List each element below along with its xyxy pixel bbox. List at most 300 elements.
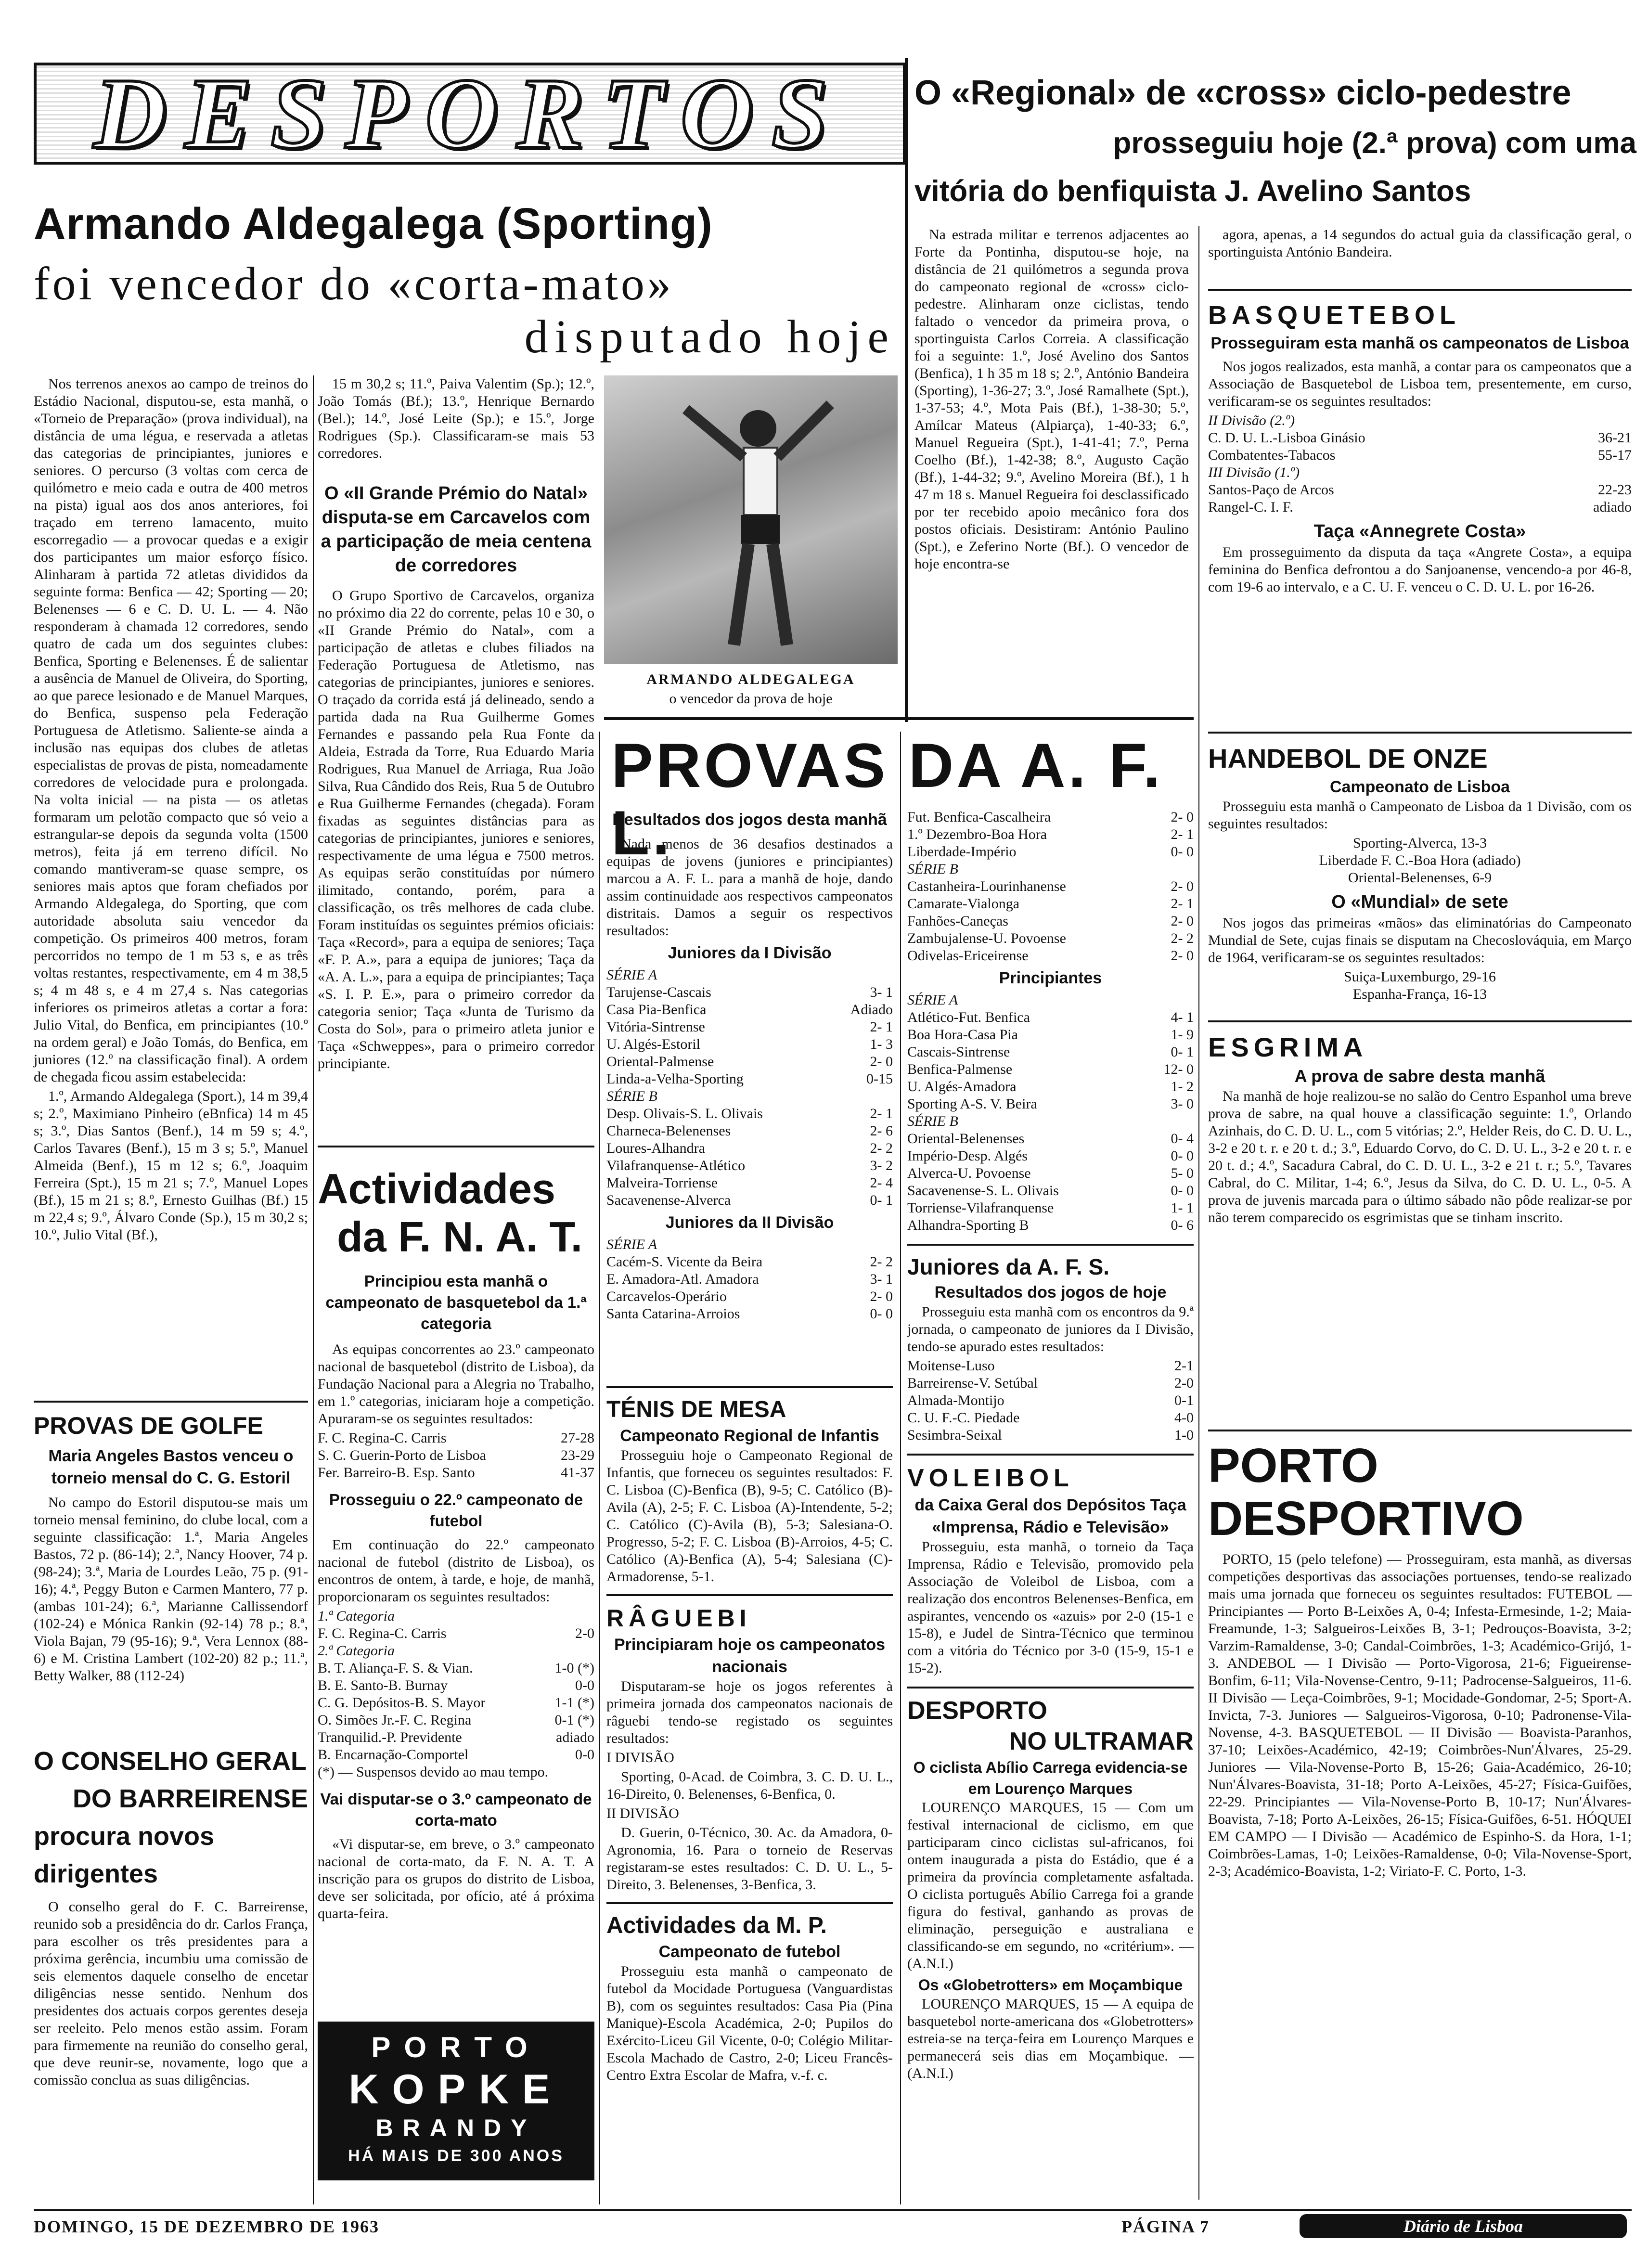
masthead: DESPORTOS	[93, 58, 846, 169]
result-score: 5- 0	[1171, 1165, 1194, 1181]
footer-date: DOMINGO, 15 DE DEZEMBRO DE 1963	[34, 2217, 380, 2236]
result-score: 1-0	[1174, 1427, 1194, 1443]
natal-body-box	[318, 587, 594, 1074]
fnat-sub2: Prosseguiu o 22.º campeonato de futebol	[329, 1491, 583, 1530]
result-row	[907, 1095, 1194, 1113]
result-row	[318, 1729, 594, 1746]
handebol-body: Prosseguiu esta manhã o Campeonato de Lisboa da 1 Divisão, com os seguintes resultados:	[1208, 799, 1632, 832]
result-score: 3- 1	[870, 1271, 893, 1287]
ultramar-body1: LOURENÇO MARQUES, 15 — Com um festival internacional de ciclismo, em que participaram cinco ciclistas sul-africanos, foi ontem inaugurada a pista do Estádio, que é a primeira da província completamente asfaltada. O ciclista português Abílio Carrega foi a grande figura do festival, ganhando as provas de eliminação, perseguição e australiana e classificando-se em segundo, no «critérium». — (A.N.I.)	[907, 1800, 1194, 1972]
result-row	[318, 1746, 594, 1764]
ultramar-body2: LOURENÇO MARQUES, 15 — A equipa de basquetebol norte-americana dos «Globetrotters» estreia-se na terça-feira em Lourenço Marques e permanecerá seis dias em Moçambique. — (A.N.I.)	[907, 1996, 1194, 2081]
result-match: Charneca-Belenenses	[606, 1123, 731, 1139]
ciclo-body: Na estrada militar e terrenos adjacentes ao Forte da Pontinha, disputou-se hoje, na distância de 21 quilómetros a segunda prova do campeonato regional de «cross» ciclo-pedestre. Alinharam onze ciclistas, tendo faltado o vencedor da primeira prova, o sportinguista Carlos Correia. A classificação foi a seguinte: 1.º, José Avelino dos Santos (Benfica), 1 h 35 m 18 s; 2.º, António Bandeira (Sporting), 1-36-27; 3.º, José Ramalhete (Spt.), 1-37-53; 4.º, Mota Pais (Bf.), 1-38-30; 5.º, Amílcar Mateus (Alpiarça), 1-40-33; 6.º, Manuel Regueira (Spt.), 1-41-41; 7.º, Perna Coelho (Bf.), 1-42-38; 8.º, Augusto Cação (Bf.), 1-44-32; 9.º, Avelino Moreira (Bf.), 1 h 47 m 18 s. Manuel Regueira foi desclassificado por ter recebido apoio mecânico fora dos postos oficiais. Desistiram: António Paulino (Spt.), e Zeferino Norte (Bf.). O vencedor de hoje encontra-se	[914, 227, 1189, 572]
result-row	[907, 1147, 1194, 1165]
esgrima-body-wrap	[1208, 1088, 1632, 1226]
result-score: 2- 2	[1171, 930, 1194, 946]
fnat-top-rule	[318, 1146, 594, 1147]
result-score: 2- 0	[870, 1054, 893, 1070]
result-row	[907, 1217, 1194, 1234]
raguebi-div1-res: Sporting, 0-Acad. de Coimbra, 3. C. D. U. L., 16-Direito, 0. Belenenses, 6-Benfica, 0.	[606, 1769, 893, 1802]
basket-section: BASQUETEBOL	[1208, 301, 1461, 330]
afs-body: Prosseguiu esta manhã com os encontros da 9.ª jornada, o campeonato de juniores da I Divisão, tendo-se apurado estes resultados:	[907, 1304, 1194, 1354]
result-row	[907, 843, 1194, 861]
result-score: 1-1 (*)	[554, 1695, 594, 1711]
ultramar-top-rule	[907, 1687, 1194, 1688]
result-match: Liberdade-Império	[907, 844, 1017, 860]
result-score: 0-1	[1174, 1392, 1194, 1408]
afl-jun1-serieB: SÉRIE B	[606, 1088, 657, 1104]
tenis-body-wrap	[606, 1447, 893, 1585]
afl-col2-top-list	[907, 809, 1194, 861]
result-row	[1208, 499, 1632, 516]
result-score: 2- 0	[1171, 809, 1194, 825]
handebol-m1: Suiça-Luxemburgo, 29-16	[1343, 969, 1496, 985]
result-match: Sporting A-S. V. Beira	[907, 1096, 1037, 1112]
result-score: 0-15	[866, 1071, 893, 1087]
ad-line2: KOPKE	[348, 2066, 564, 2113]
result-score: 2-1	[1174, 1358, 1194, 1374]
afs-top-rule	[907, 1244, 1194, 1246]
result-match: Fanhões-Caneças	[907, 913, 1008, 929]
result-row	[606, 1105, 893, 1122]
result-match: Moitense-Luso	[907, 1358, 995, 1374]
golfe-top-rule	[34, 1401, 308, 1403]
ultramar-title-2: NO ULTRAMAR	[1009, 1727, 1194, 1755]
handebol-sub: Campeonato de Lisboa	[1329, 778, 1510, 796]
result-row	[907, 1165, 1194, 1182]
result-score: 2- 1	[1171, 826, 1194, 842]
photo-caption-2: o vencedor da prova de hoje	[669, 691, 833, 707]
handebol-res	[1208, 835, 1632, 887]
result-score: 1- 1	[1171, 1200, 1194, 1216]
afl-title: PROVAS DA A. F. L.	[611, 730, 1163, 868]
result-row	[1208, 447, 1632, 464]
fnat-body2: Em continuação do 22.º campeonato nacional de futebol (distrito de Lisboa), os encontros de ontem, à tarde, e hoje, de manhã, proporcionaram os seguintes resultados:	[318, 1537, 594, 1605]
basket-div2: II Divisão (2.º)	[1208, 412, 1295, 428]
runner-figure-icon	[604, 375, 898, 664]
result-row	[318, 1464, 594, 1482]
result-row	[907, 1026, 1194, 1044]
footer-rule	[34, 2209, 1632, 2211]
result-row	[318, 1447, 594, 1464]
result-row	[606, 1192, 893, 1209]
handebol-mundial-body-wrap	[1208, 915, 1632, 966]
handebol-m2: Espanha-França, 16-13	[1352, 986, 1487, 1002]
result-match: Vilafranquense-Atlético	[606, 1158, 746, 1173]
handebol-top-rule	[1208, 732, 1632, 734]
basket-body-wrap	[1208, 358, 1632, 410]
tenis-top-rule	[606, 1386, 893, 1388]
handebol-mundial-body: Nos jogos das primeiras «mãos» das eliminatórias do Campeonato Mundial de Sete, cujas finais se disputam na Checoslováquia, em Março de 1964, verificaram-se os seguintes resultados:	[1208, 915, 1632, 966]
result-score: 2- 1	[1171, 896, 1194, 912]
basket-div3: III Divisão (1.º)	[1208, 464, 1300, 480]
esgrima-section: ESGRIMA	[1208, 1032, 1368, 1062]
result-score: 0-0	[575, 1747, 594, 1763]
result-row	[907, 1427, 1194, 1444]
result-row	[318, 1677, 594, 1694]
natal-headline: O «II Grande Prémio do Natal» disputa-se em Carcavelos com a participação de meia centena de corredores	[321, 483, 592, 576]
afl-col2	[907, 809, 1194, 2084]
result-score: 0- 0	[1171, 844, 1194, 860]
porto-top-rule	[1208, 1430, 1632, 1431]
tenis-sub: Campeonato Regional de Infantis	[620, 1427, 879, 1445]
result-row	[907, 947, 1194, 965]
result-match: E. Amadora-Atl. Amadora	[606, 1271, 759, 1287]
result-match: C. D. U. L.-Lisboa Ginásio	[1208, 430, 1365, 446]
result-score: 2- 4	[870, 1175, 893, 1191]
basket-res	[1208, 412, 1632, 516]
porto-block	[1208, 1439, 1632, 1882]
result-score: 23-29	[561, 1447, 594, 1463]
afl-princ-serieB: SÉRIE B	[907, 1113, 958, 1129]
result-score: 3- 1	[870, 984, 893, 1000]
ciclo-headline-2: prosseguiu hoje (2.ª prova) com uma	[1113, 127, 1636, 160]
basket-taca: Taça «Annegrete Costa»	[1313, 521, 1526, 541]
handebol-r3: Oriental-Belenenses, 6-9	[1348, 870, 1492, 886]
result-match: Atlético-Fut. Benfica	[907, 1009, 1030, 1025]
result-row	[907, 1130, 1194, 1147]
result-row	[907, 809, 1194, 826]
mp-body-wrap	[606, 1963, 893, 2084]
fnat-note: (*) — Suspensos devido ao mau tempo.	[318, 1764, 549, 1780]
fnat-res2b-list	[318, 1660, 594, 1764]
esgrima-sub: A prova de sabre desta manhã	[1294, 1066, 1545, 1086]
fnat-body3: «Vi disputar-se, em breve, o 3.º campeonato nacional de corta-mato, da F. N. A. T. A inscrição para os grupos do distrito de Lisboa, deve ser solicitada, por ofício, até á próxima quarta-feira.	[318, 1836, 594, 1921]
natal-body: O Grupo Sportivo de Carcavelos, organiza no próximo dia 22 do corrente, pelas 10 e 30, o «II Grande Prémio do Natal», com a participação de atletas e clubes filiados na Federação Portuguesa de Atletismo, nas categorias de principiantes, juniores e seniores. O traçado da corrida está já delineado, sendo a partida dada na Rua Guilherme Gomes Fernandes e passando pela Rua Fonte da Aldeia, Estrada da Torre, Rua Eduardo Maria Rodrigues, Rua Manuel de Arriaga, Rua João Silva, Rua Cândido dos Reis, Rua 5 de Outubro e Rua Guilherme Fernandes (chegada). Foram fixadas as seguintes distâncias para as categorias de principiantes, juniores e seniores, respectivamente de uma légua e 7500 metros. As equipas serão constituídas por número ilimitado, contando, porém, para a classificação, os três melhores de cada clube. Foram instituídas os seguintes prémios oficiais: Taça «Record», para a equipa de seniores; Taça «F. P. A.», para a equipa de juniores; Taça da «A. A. L.», para a equipa de principiantes; Taça «S. I. P. E.», para o primeiro corredor da categoria senior; Taça «Junta de Turismo da Costa do Sol», para o primeiro atleta junior e Taça «Schweppes», para o primeiro corredor principiante.	[318, 588, 594, 1071]
voleibol-section: VOLEIBOL	[907, 1464, 1074, 1492]
result-score: 2- 1	[870, 1106, 893, 1121]
result-match: Camarate-Vialonga	[907, 896, 1020, 912]
result-score: 4-0	[1174, 1410, 1194, 1426]
result-match: Castanheira-Lourinhanense	[907, 878, 1066, 894]
handebol-r2: Liberdade F. C.-Boa Hora (adiado)	[1319, 852, 1521, 868]
result-match: Combatentes-Tabacos	[1208, 447, 1336, 463]
result-match: Malveira-Torriense	[606, 1175, 718, 1191]
result-row	[606, 1253, 893, 1271]
result-score: 0- 0	[1171, 1148, 1194, 1164]
voleibol-sub: da Caixa Geral dos Depósitos Taça «Imprensa, Rádio e Televisão»	[914, 1496, 1186, 1536]
afl-top-rule	[604, 717, 1194, 720]
result-row	[907, 1409, 1194, 1427]
result-row	[1208, 481, 1632, 499]
afl-jun1-b-list	[606, 1105, 893, 1209]
result-match: C. G. Depósitos-B. S. Mayor	[318, 1695, 486, 1711]
golfe-title: PROVAS DE GOLFE	[34, 1412, 263, 1439]
result-match: Zambujalense-U. Povoense	[907, 930, 1066, 946]
ad-line3: BRANDY	[375, 2114, 537, 2141]
result-match: Barreirense-V. Setúbal	[907, 1375, 1038, 1391]
result-score: 1- 3	[870, 1036, 893, 1052]
porto-body-wrap	[1208, 1551, 1632, 1880]
result-score: 1- 2	[1171, 1079, 1194, 1095]
fnat-cat1: 1.ª Categoria	[318, 1608, 395, 1624]
golfe-subtitle: Maria Angeles Bastos venceu o torneio mensal do C. G. Estoril	[48, 1447, 294, 1487]
result-row	[907, 895, 1194, 913]
result-row	[606, 1288, 893, 1305]
result-match: Almada-Montijo	[907, 1392, 1004, 1408]
golfe-body: No campo do Estoril disputou-se mais um torneio mensal feminino, do clube local, com a seguinte classificação: 1.ª, Maria Angeles Bastos, 72 p. (86-14); 2.ª, Nancy Hoover, 74 p. (98-24); 3.ª, Maria de Lourdes Leão, 75 p. (91-16); 4.ª, Peggy Buton e Carmen Mantero, 77 p. (ambas 101-24); 6.ª, Marianne Callissendorf (102-24) e Mónica Rankin (92-14) 78 p.; 8.ª, Viola Bajan, 79 (95-16); 9.ª, Vera Lennox (88-6) e M. Cristina Lambert (102-20) 82 p.; 11.ª, Betty Walker, 88 (112-24)	[34, 1495, 308, 1684]
raguebi-top-rule	[606, 1594, 893, 1596]
handebol-section: HANDEBOL DE ONZE	[1208, 743, 1488, 773]
result-match: Tranquilid.-P. Previdente	[318, 1729, 462, 1745]
result-match: Alverca-U. Povoense	[907, 1165, 1031, 1181]
ciclo-body-right-box	[1208, 226, 1632, 263]
footer-page: PÁGINA 7	[1121, 2217, 1210, 2236]
result-match: Santos-Paço de Arcos	[1208, 482, 1334, 498]
result-match: Torriense-Vilafranquense	[907, 1200, 1054, 1216]
result-row	[606, 1070, 893, 1088]
result-match: Sacavenense-Alverca	[606, 1192, 731, 1208]
result-match: Império-Desp. Algés	[907, 1148, 1028, 1164]
afl-princ-title: Principiantes	[999, 969, 1102, 987]
lead-body-text: Nos terrenos anexos ao campo de treinos do Estádio Nacional, disputou-se, esta manhã, o «Torneio de Preparação» (prova individual), na distância de uma légua, e reservada a atletas das categorias de principiantes, juniores e seniores. O percurso (3 voltas com cerca de quilómetro e meio cada e outra de 400 metros na pista) igual aos dos anos anteriores, foi traçado em terreno lamacento, muito escorregadio — a provocar quedas e a exigir dos participantes um maior esforço físico. Alinharam à partida 72 atletas divididos da seguinte forma: Benfica — 42; Sporting — 20; Belenenses — 6 e C. D. U. L. — 4. Não responderam à chamada 12 corredores, sendo quatro de cada um dos seguintes clubes: Benfica, Sporting e Belenenses. É de salientar a ausência de Manuel de Oliveira, do Sporting, ao que parece lesionado e de Manuel Marques, do Benfica, suspenso pela Federação Portuguesa de Atletismo. Saliente-se ainda a inclusão nas equipas dos clubes de atletas especialistas de provas de pista, nomeadamente corredores de velocidade pura e prolongada. Na volta inicial — na pista — os atletas formaram um pelotão compacto que só veio a estrangular-se depois da segunda volta (1500 metros), feita já em terreno difícil. No comando mantiveram-se quase sempre, os seniores mais aptos que foram chefiados por Armando Aldegalega, do Sporting, que com autoridade absoluta saiu vencedor da competição. Os primeiros 400 metros, foram percorridos no tempo de 1 m 53 s, e as três voltas restantes, respectivamente, em 4 m 38,5 s; 4 m 48 s, e 4 m 27,4 s. Nas categorias inferiores os primeiros atletas a cortar a fora: Julio Vital, do Benfica, em principiantes (10.º na ordem geral) e João Tomás, do Benfica, em juniores (12.º na classificação final). A ordem de chegada ficou assim estabelecida:	[34, 376, 308, 1085]
masthead-box	[34, 58, 906, 169]
mp-top-rule	[606, 1902, 893, 1904]
result-row	[606, 1036, 893, 1053]
result-match: Santa Catarina-Arroios	[606, 1306, 740, 1322]
fnat-sub1: Principiou esta manhã o campeonato de basquetebol da 1.ª categoria	[325, 1272, 587, 1332]
result-row	[606, 1271, 893, 1288]
basket-taca-body: Em prosseguimento da disputa da taça «Angrete Costa», a equipa feminina do Benfica defrontou a do Sanjoanense, vencendo-a por 46-8, com 19-6 ao intervalo, e a C. U. F. venceu o C. D. U. L. por 16-26.	[1208, 544, 1632, 595]
afl-jun2-title: Juniores da II Divisão	[665, 1213, 834, 1232]
afl-lower-col1	[606, 1386, 893, 2086]
ciclo-body-right: agora, apenas, a 14 segundos do actual guia da classificação geral, o sportinguista António Bandeira.	[1208, 227, 1632, 260]
handebol-mundial-res	[1208, 968, 1632, 1003]
result-score: 0- 0	[870, 1306, 893, 1322]
result-score: 0- 1	[870, 1192, 893, 1208]
ad-line4: HÁ MAIS DE 300 ANOS	[348, 2147, 564, 2165]
afs-body-wrap	[907, 1303, 1194, 1355]
result-score: 2- 0	[1171, 948, 1194, 964]
esgrima-body: Na manhã de hoje realizou-se no salão do Centro Espanhol uma breve prova de sabre, na qual houve a classificação seguinte: 1.º, Orlando Azinhais, do C. D. U. L., com 5 vitórias; 2.º, Helder Reis, do C. D. U. L., 3-2 e 20 t. r. e 20 t. d.; 3.º, Eduardo Corvo, do C. D. U. L., 3-2 e 20 t. r. e 20 t. d.; 4.º, Sacadura Cabral, do C. D. U. L., 3-2 e 21 t. r.; 5.º, Tavares Cabral, do C. Militar, 1-4; 6.º, Jesus da Silva, do C. D. U. L., 0-5. A prova de juvenis marcada para o último sábado não pôde realizar-se por não terem comparecido os esgrimistas que se tinham inscrito.	[1208, 1088, 1632, 1225]
result-match: Oriental-Belenenses	[907, 1131, 1025, 1147]
column-rule-4	[1198, 226, 1199, 2200]
voleibol-body: Prosseguiu, esta manhã, o torneio da Taça Imprensa, Rádio e Televisão, promovido pela Associação de Voleibol de Lisboa, com a realização dos encontros Belenenses-Benfica, em aspirantes, vencendo os «azuis» por 2-0 (15-1 e 15-8), e Judel de Sintra-Técnico que terminou com a vitória do Técnico por 3-0 (15-9, 15-1 e 15-2).	[907, 1539, 1194, 1676]
afl-col2-res	[907, 809, 1194, 1234]
result-row	[606, 984, 893, 1001]
barreirense-headline-3: procura novos dirigentes	[34, 1822, 215, 1888]
afs-title: Juniores da A. F. S.	[907, 1254, 1110, 1279]
ad-kopke	[318, 2022, 594, 2180]
result-match: Loures-Alhandra	[606, 1140, 705, 1156]
column-rule-1	[313, 375, 314, 2204]
basket-taca-body-wrap	[1208, 544, 1632, 596]
result-match: Tarujense-Cascais	[606, 984, 711, 1000]
result-score: 2-0	[1174, 1375, 1194, 1391]
column-rule-3	[905, 58, 908, 722]
result-score: 2- 2	[870, 1254, 893, 1270]
result-row	[907, 1061, 1194, 1078]
result-score: 0- 4	[1171, 1131, 1194, 1147]
fnat-body-box	[318, 1271, 594, 1924]
handebol-block	[1208, 741, 1632, 1003]
photo-caption-1: ARMANDO ALDEGALEGA	[646, 671, 855, 687]
lead-body-col1	[34, 375, 308, 1246]
lead-headline-3: disputado hoje	[524, 311, 895, 363]
barreirense-block	[34, 1742, 308, 2091]
basket-block	[1208, 298, 1632, 598]
ultramar-title-1: DESPORTO	[907, 1697, 1047, 1725]
result-match: B. E. Santo-B. Burnay	[318, 1677, 448, 1693]
result-row	[907, 1182, 1194, 1199]
esgrima-top-rule	[1208, 1020, 1632, 1022]
golfe-block	[34, 1410, 308, 1687]
result-score: 0- 6	[1171, 1217, 1194, 1233]
result-score: 3- 0	[1171, 1096, 1194, 1112]
result-row	[318, 1712, 594, 1729]
result-score: 22-23	[1598, 482, 1632, 498]
fnat-cat2: 2.ª Categoria	[318, 1643, 395, 1659]
result-row	[907, 1078, 1194, 1095]
result-row	[606, 1174, 893, 1192]
result-row	[318, 1694, 594, 1712]
barreirense-headline-1: O CONSELHO GERAL	[34, 1747, 307, 1776]
porto-body: PORTO, 15 (pelo telefone) — Prosseguiram, esta manhã, as diversas competições desportivas das associações portuenses, tendo-se realizado mais uma jornada que forneceu os seguintes resultados: FUTEBOL — Principiantes — Porto B-Leixões A, 0-4; Infesta-Ermesinde, 1-2; Maia-Freamunde, 1-3; Salgueiros-Leixões B, 3-1; Pedrouços-Boavista, 3-2; Varzim-Ramaldense, 3-0; Candal-Coimbrões, 1-3; Académico-Grijó, 1-3. ANDEBOL — I Divisão — Porto-Vigorosa, 21-6; Figueirense-Bonfim, 6-11; Vila-Novense-Centro, 9-11; Padrocense-Salgueiros, 11-6. II Divisão — Leça-Coimbrões, 9-1; Mocidade-Gondomar, 2-5; Sport-A. Invicta, 7-3. Juniores — Salgueiros-Vigorosa, 0-10; Padronense-Vila-Novense, 4-3. BASQUETEBOL — II Divisão — Boavista-Paranhos, 37-10; Leixões-Académico, 42-19; Coimbrões-Nun'Álvares, 25-29. Juniores — Vila-Novense-Porto B, 15-26; Gaia-Académico, 26-10; Nun'Álvares-Boavista, 31-18; Porto A-Leixões, 45-27; Física-Guifões, 22-29. Principiantes — Vila-Novense-Porto B, 10-17; Nun'Álvares-Boavista, 7-18; Porto A-Leixões, 26-15; Física-Guifões, 6-51. HÓQUEI EM CAMPO — I Divisão — Académico de Espinho-S. da Hora, 1-1; Coimbrões-Lamas, 1-0; Leixões-Ramaldense, 0-0; Vila-Novense-Sport, 2-3; Académico-Boavista, 1-2; Viriato-F. C. Porto, 1-3.	[1208, 1551, 1632, 1879]
result-score: 0- 0	[1171, 1183, 1194, 1198]
result-score: 3- 2	[870, 1158, 893, 1173]
ultramar-sub2: Os «Globetrotters» em Moçambique	[918, 1976, 1183, 1994]
fnat-title-2: da F. N. A. T.	[337, 1213, 583, 1261]
result-score: 2- 0	[870, 1289, 893, 1304]
photo-aldegalega	[604, 375, 898, 664]
result-match: C. U. F.-C. Piedade	[907, 1410, 1020, 1426]
result-match: Cascais-Sintrense	[907, 1044, 1010, 1060]
ciclo-headline-3: vitória do benfiquista J. Avelino Santos	[914, 175, 1471, 208]
result-row	[907, 1044, 1194, 1061]
fnat-body1: As equipas concorrentes ao 23.º campeonato nacional de basquetebol (distrito de Lisboa), da Fundação Nacional para a Alegria no Trabalho, em 1.º categorias, iniciaram hoje a competição. Apuraram-se os seguintes resultados:	[318, 1341, 594, 1427]
fnat-body2-wrap	[318, 1536, 594, 1606]
porto-title-1: PORTO	[1208, 1439, 1378, 1493]
lead-headline-1: Armando Aldegalega (Sporting)	[34, 199, 713, 248]
lead-col2-text: 15 m 30,2 s; 11.º, Paiva Valentim (Sp.); 12.º, João Tomás (Bf.); 13.º, Henrique Bernardo (Bel.); 14.º, José Leite (Sp.); e 15.º, Jorge Rodrigues (Sp.). Classificaram-se mais 53 corredores.	[318, 376, 594, 461]
result-score: 0- 1	[1171, 1044, 1194, 1060]
mp-title: Actividades da M. P.	[606, 1913, 827, 1938]
result-row	[907, 1009, 1194, 1026]
ciclo-headline-1: O «Regional» de «cross» ciclo-pedestre	[914, 74, 1571, 112]
result-score: 2- 6	[870, 1123, 893, 1139]
raguebi-sub: Principiaram hoje os campeonatos nacionais	[614, 1636, 886, 1676]
result-match: Odivelas-Ericeirense	[907, 948, 1029, 964]
result-row	[907, 1375, 1194, 1392]
afs-res-list	[907, 1357, 1194, 1444]
afl-jun1	[606, 944, 893, 1323]
result-row	[907, 1392, 1194, 1409]
ultramar-sub1: O ciclista Abílio Carrega evidencia-se em Lourenço Marques	[913, 1759, 1188, 1797]
result-match: Sacavenense-S. L. Olivais	[907, 1183, 1059, 1198]
mp-body: Prosseguiu esta manhã o campeonato de futebol da Mocidade Portuguesa (Vanguardistas B), com os seguintes resultados: Casa Pia (Pina Manique)-Escola Académica, 2-0; Pupilos do Exército-Liceu Gil Vicente, 0-0; Colégio Militar-Escola Machado de Castro, 2-0; Liceu Francês-Centro Extra Escolar de Mafra, v.-f. c.	[606, 1963, 893, 2083]
ciclo-body-box	[914, 226, 1189, 575]
ad-line1: PORTO	[371, 2031, 541, 2063]
result-match: Vitória-Sintrense	[606, 1019, 705, 1035]
result-score: 2-0	[575, 1625, 594, 1641]
lead-results: 1.º, Armando Aldegalega (Sport.), 14 m 39,4 s; 2.º, Maximiano Pinheiro (eBnfica) 14 m 45 s; 3.º, Dias Santos (Benf.), 14 m 59 s; 4.º, Carlos Tavares (Benf.), 15 m 3 s; 5.º, Manuel Almeida (Benf.), 15 m 12 s; 6.º, Joaquim Ferreira (Spt.), 15 m 21 s; 7.º, Manuel Lopes (Bf.), 15 m 21 s; 8.º, Ernesto Guilhas (Bf.) 15 m 22,4 s; 9.º, Álvaro Conde (Sp.), 15 m 30,2 s; 10.º, Julio Vital (Bf.),	[34, 1088, 308, 1243]
result-row	[907, 913, 1194, 930]
result-match: F. C. Regina-C. Carris	[318, 1430, 447, 1446]
basket-sub: Prosseguiram esta manhã os campeonatos de Lisboa	[1210, 334, 1629, 352]
raguebi-div1: I DIVISÃO	[606, 1750, 674, 1765]
raguebi-div2-res: D. Guerin, 0-Técnico, 30. Ac. da Amadora, 0-Agronomia, 16. Para o torneio de Reservas registaram-se estes resultados: C. D. U. L., 5-Direito, 3. Belenenses, 3-Benfica, 3.	[606, 1825, 893, 1893]
voleibol-body-wrap	[907, 1538, 1194, 1677]
afl-princ-a-list	[907, 1009, 1194, 1113]
result-match: B. T. Aliança-F. S. & Vian.	[318, 1660, 473, 1676]
mp-sub: Campeonato de futebol	[658, 1943, 841, 1961]
afl-princ-b-list	[907, 1130, 1194, 1234]
handebol-r1: Sporting-Alverca, 13-3	[1352, 835, 1487, 851]
result-match: Benfica-Palmense	[907, 1061, 1013, 1077]
result-score: 2- 0	[1171, 913, 1194, 929]
result-score: 0-1 (*)	[554, 1712, 594, 1728]
result-row	[907, 826, 1194, 843]
result-score: 0-0	[575, 1677, 594, 1693]
fnat-res2a-list	[318, 1625, 594, 1642]
result-match: B. Encarnação-Comportel	[318, 1747, 469, 1763]
fnat-res2	[318, 1608, 594, 1781]
afl-jun1-title: Juniores da I Divisão	[668, 944, 832, 962]
lead-body-col2	[318, 375, 594, 464]
result-match: U. Algés-Amadora	[907, 1079, 1017, 1095]
result-match: Fer. Barreiro-B. Esp. Santo	[318, 1465, 475, 1481]
handebol-body-wrap	[1208, 798, 1632, 833]
result-row	[907, 930, 1194, 947]
voleibol-top-rule	[907, 1454, 1194, 1456]
fnat-body1-wrap	[318, 1341, 594, 1428]
result-score: 41-37	[561, 1465, 594, 1481]
ultramar-body1-wrap	[907, 1799, 1194, 1972]
result-match: Cacém-S. Vicente da Beira	[606, 1254, 763, 1270]
result-score: 36-21	[1598, 430, 1632, 446]
afl-col2-serieB: SÉRIE B	[907, 861, 958, 877]
result-row	[606, 1157, 893, 1174]
esgrima-block	[1208, 1030, 1632, 1228]
afl-jun1-a-list	[606, 984, 893, 1088]
result-match: S. C. Guerin-Porto de Lisboa	[318, 1447, 486, 1463]
result-score: 2- 1	[870, 1019, 893, 1035]
result-score: Adiado	[850, 1002, 893, 1018]
basket-body: Nos jogos realizados, esta manhã, a contar para os campeonatos que a Associação de Basquetebol de Lisboa tem, presentemente, em curso, verificaram-se os seguintes resultados:	[1208, 359, 1632, 409]
afl-body-wrap	[606, 836, 893, 940]
barreirense-body: O conselho geral do F. C. Barreirense, reunido sob a presidência do dr. Carlos França, para escolher os três presidentes para a próxima gerência, incumbiu uma comissão de seis elementos daquele conselho de encetar diligências nesse sentido. Nenhum dos presidentes dos actuais corpos gerentes deseja ser reeleito. Pelo menos estão assim. Foram para firmemente na reunião do conselho geral, que deve reunir-se, novamente, logo que a comissão conclua as suas diligências.	[34, 1899, 308, 2088]
result-row	[606, 1001, 893, 1018]
fnat-sub3: Vai disputar-se o 3.º campeonato de corta-mato	[320, 1790, 592, 1829]
result-match: O. Simões Jr.-F. C. Regina	[318, 1712, 472, 1728]
result-score: 55-17	[1598, 447, 1632, 463]
afl-jun2-a-list	[606, 1253, 893, 1323]
raguebi-title: RÂGUEBI	[606, 1605, 751, 1632]
result-match: 1.º Dezembro-Boa Hora	[907, 826, 1047, 842]
afl-jun1-serieA: SÉRIE A	[606, 967, 657, 983]
result-row	[1208, 429, 1632, 447]
raguebi-body: Disputaram-se hoje os jogos referentes à primeira jornada dos campeonatos nacionais de râguebi tendo-se registado os seguintes resultados:	[606, 1678, 893, 1746]
result-score: 4- 1	[1171, 1009, 1194, 1025]
result-match: Sesimbra-Seixal	[907, 1427, 1002, 1443]
result-row	[907, 1199, 1194, 1217]
result-score: 12- 0	[1163, 1061, 1194, 1077]
result-match: Boa Hora-Casa Pia	[907, 1027, 1018, 1043]
porto-title-2: DESPORTIVO	[1208, 1492, 1524, 1546]
raguebi-div2: II DIVISÃO	[606, 1805, 679, 1821]
barreirense-headline-2: DO BARREIRENSE	[72, 1784, 308, 1813]
result-row	[318, 1660, 594, 1677]
result-match: Alhandra-Sporting B	[907, 1217, 1029, 1233]
afl-col1	[606, 809, 893, 1323]
result-row	[606, 1053, 893, 1070]
afs-sub: Resultados dos jogos de hoje	[934, 1283, 1167, 1302]
result-score: 1- 9	[1171, 1027, 1194, 1043]
result-match: Desp. Olivais-S. L. Olivais	[606, 1106, 763, 1121]
afl-sub: Resultados dos jogos desta manhã	[612, 811, 887, 829]
result-match: F. C. Regina-C. Carris	[318, 1625, 447, 1641]
